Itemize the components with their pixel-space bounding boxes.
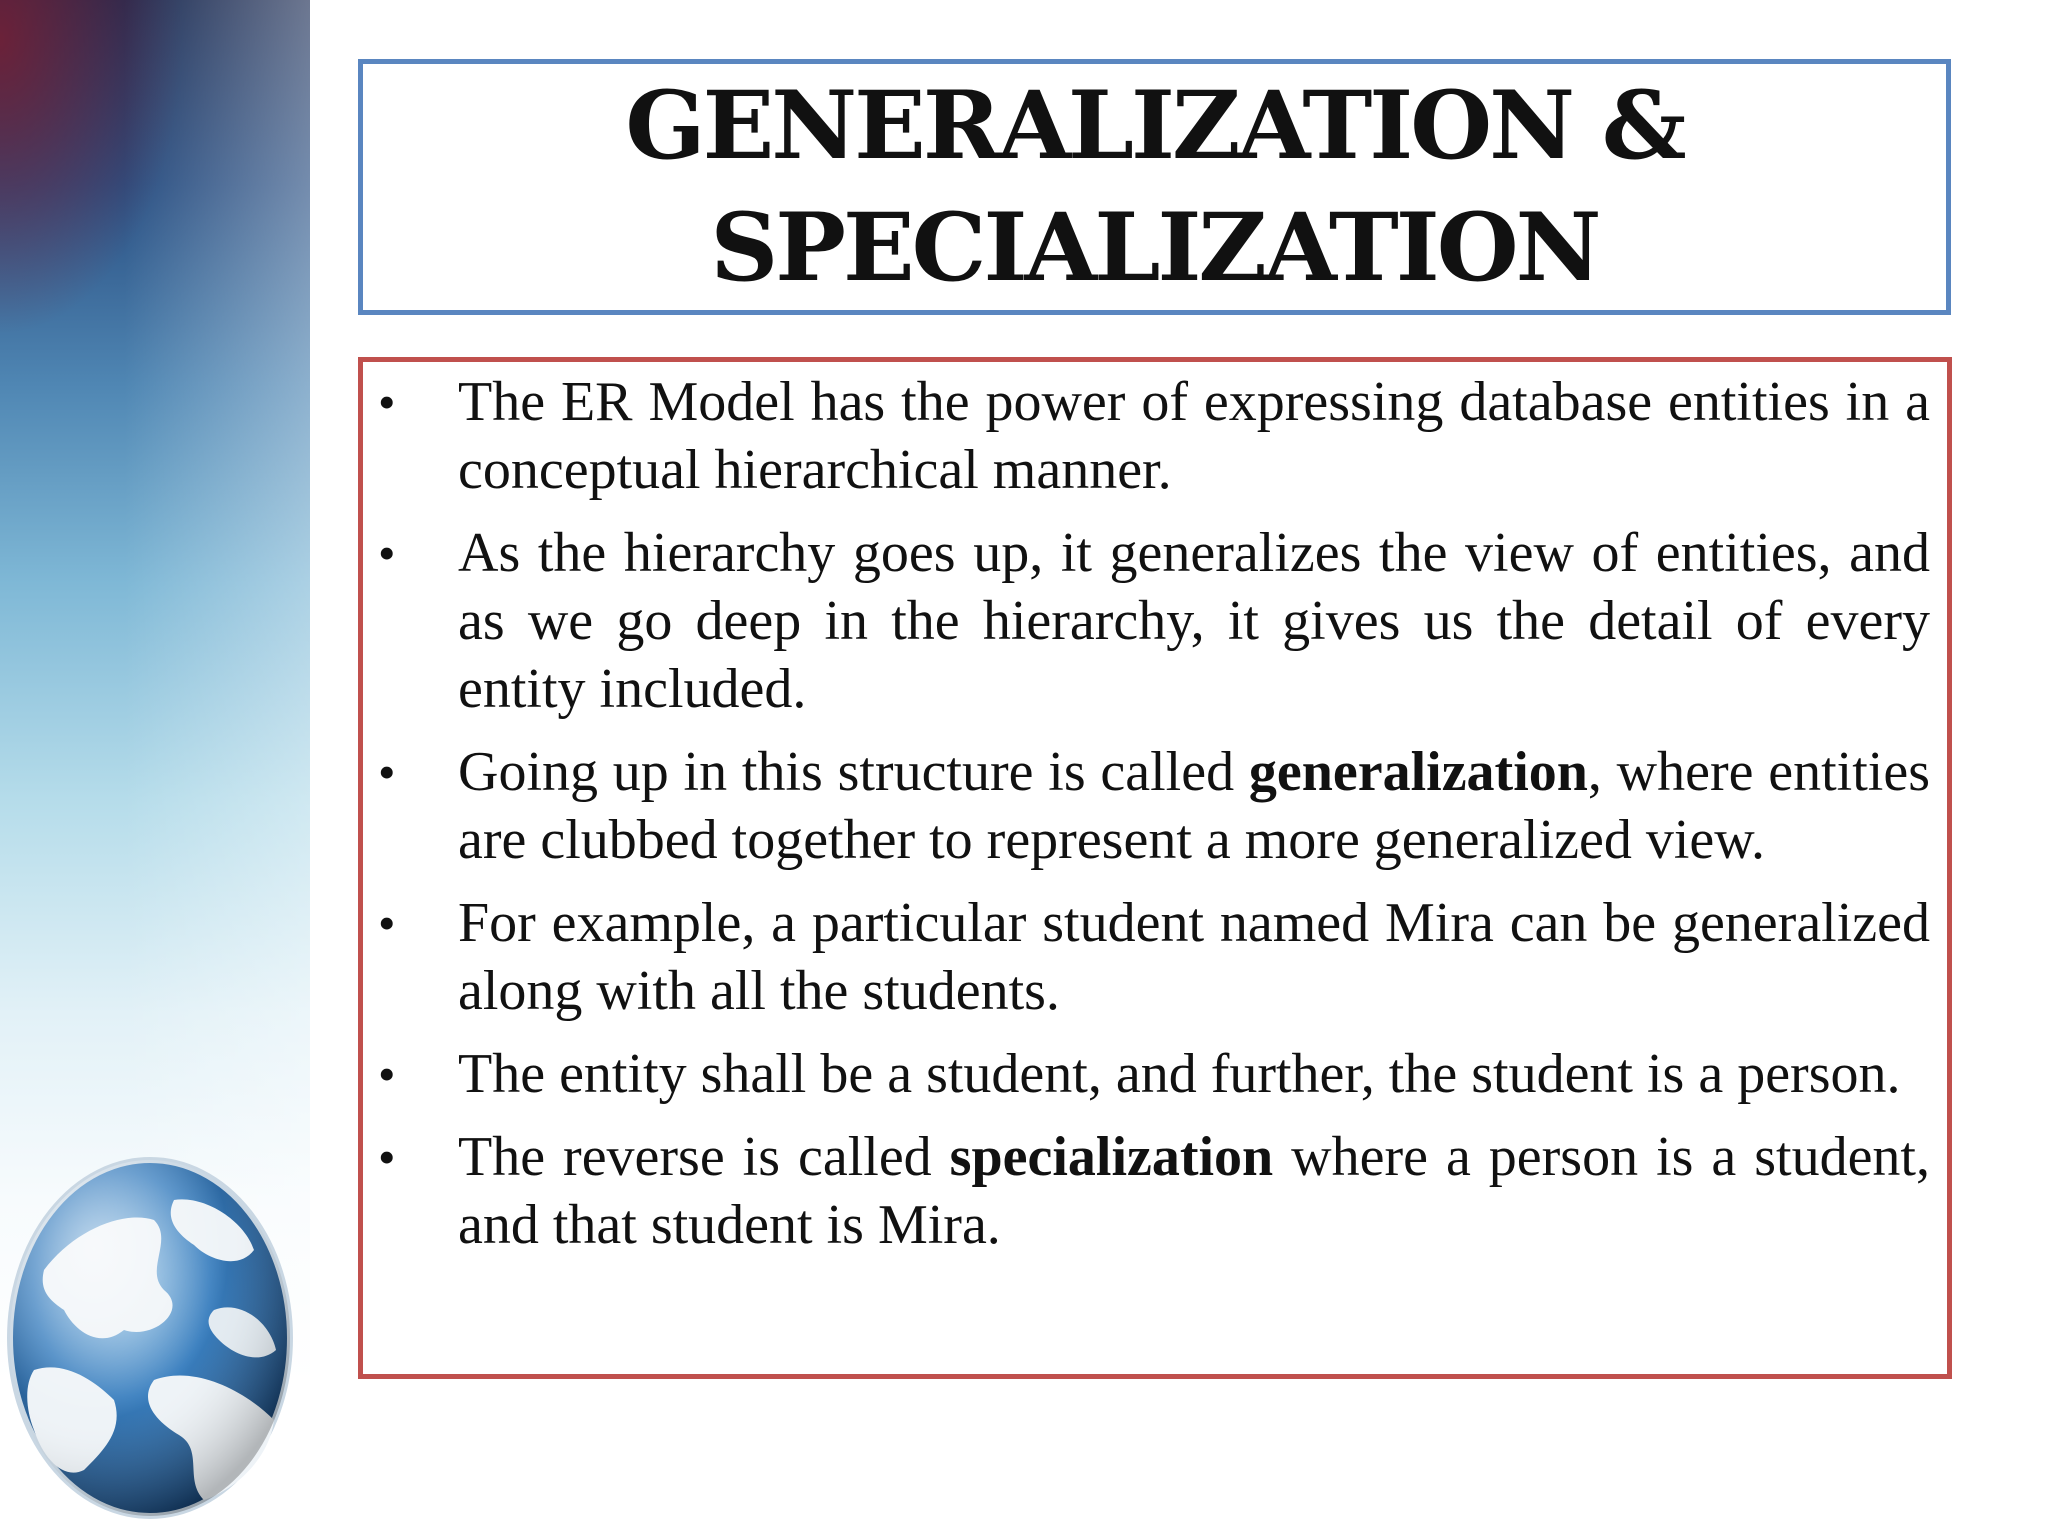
bullet-icon: • xyxy=(378,374,396,430)
bullet-text-after: , where entities are clubbed together to represent a more generalized view. xyxy=(458,741,1930,871)
title-line-2: SPECIALIZATION xyxy=(710,193,1599,303)
bullet-item xyxy=(378,738,1930,874)
bullet-text-after: where a person is a student, and that student is Mira. xyxy=(458,1126,1930,1256)
bullet-icon: • xyxy=(378,744,396,800)
globe-icon xyxy=(4,1150,296,1526)
bullet-item xyxy=(378,889,1930,1025)
bullet-text xyxy=(458,741,1930,871)
bullet-icon: • xyxy=(378,1046,396,1102)
slide-title xyxy=(625,65,1683,309)
bullet-icon: • xyxy=(378,1129,396,1185)
bullet-item xyxy=(378,1040,1930,1108)
keyword-specialization: specialization xyxy=(949,1126,1274,1188)
bullet-text: For example, a particular student named Mira can be generalized along with all the students. xyxy=(458,892,1930,1022)
bullet-item xyxy=(378,519,1930,723)
title-box xyxy=(358,59,1951,315)
bullet-item xyxy=(378,368,1930,504)
bullet-list xyxy=(378,368,1930,1274)
bullet-text-before: The reverse is called xyxy=(458,1126,950,1188)
title-line-1: GENERALIZATION & xyxy=(625,71,1684,181)
bullet-text: As the hierarchy goes up, it generalizes the view of entities, and as we go deep in the hierarchy, it gives us the detail of every entity included. xyxy=(458,522,1930,720)
bullet-icon: • xyxy=(378,895,396,951)
bullet-text-before: Going up in this structure is called xyxy=(458,741,1249,803)
bullet-text: The entity shall be a student, and further, the student is a person. xyxy=(458,1043,1901,1105)
bullet-item xyxy=(378,1123,1930,1259)
bullet-text xyxy=(458,1126,1930,1256)
keyword-generalization: generalization xyxy=(1248,741,1588,803)
bullet-icon: • xyxy=(378,525,396,581)
bullet-text: The ER Model has the power of expressing database entities in a conceptual hierarchical manner. xyxy=(458,371,1930,501)
